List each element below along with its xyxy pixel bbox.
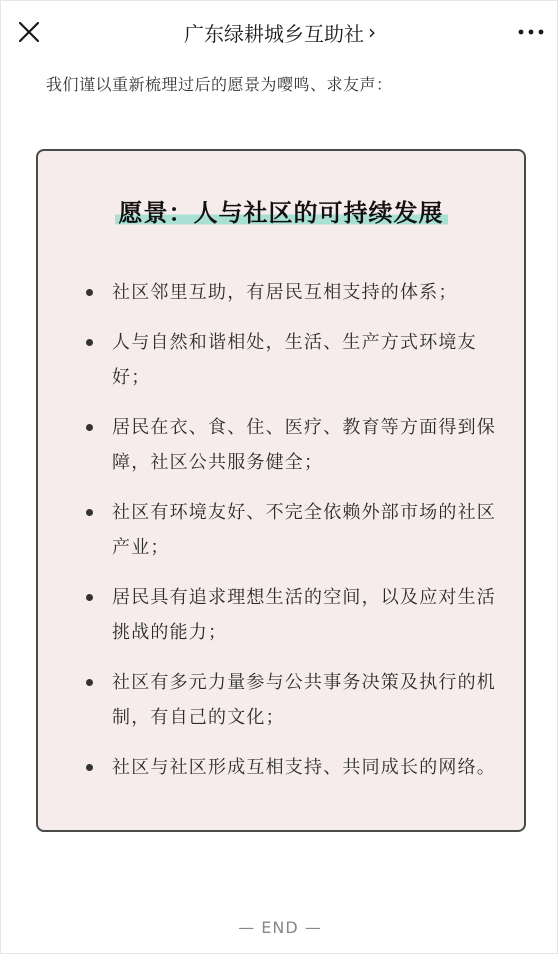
vision-card bbox=[36, 149, 526, 832]
vision-item-text: 人与自然和谐相处，生活、生产方式环境友好； bbox=[112, 332, 477, 388]
bullet-icon bbox=[86, 594, 93, 601]
vision-list-item bbox=[82, 410, 502, 480]
bullet-icon bbox=[86, 424, 93, 431]
vision-item-text: 社区有环境友好、不完全依赖外部市场的社区产业； bbox=[112, 502, 496, 558]
vision-item-text: 社区有多元力量参与公共事务决策及执行的机制，有自己的文化； bbox=[112, 672, 496, 728]
bullet-icon bbox=[86, 679, 93, 686]
chevron-right-icon: › bbox=[368, 20, 376, 44]
vision-list-item bbox=[82, 580, 502, 650]
vision-list-item bbox=[82, 750, 502, 785]
bullet-icon bbox=[86, 289, 93, 296]
top-navigation-bar bbox=[0, 0, 560, 64]
bullet-icon bbox=[86, 509, 93, 516]
vision-item-text: 社区与社区形成互相支持、共同成长的网络。 bbox=[112, 757, 496, 778]
end-marker: — END — bbox=[238, 918, 322, 937]
vision-item-text: 社区邻里互助，有居民互相支持的体系； bbox=[112, 282, 458, 303]
close-icon[interactable] bbox=[14, 17, 44, 47]
card-heading-wrap bbox=[38, 193, 524, 228]
account-title-link[interactable] bbox=[184, 18, 376, 47]
intro-text: 我们谨以重新梳理过后的愿景为嘤鸣、求友声： bbox=[46, 75, 393, 94]
more-icon[interactable] bbox=[516, 18, 546, 46]
vision-item-text: 居民具有追求理想生活的空间，以及应对生活挑战的能力； bbox=[112, 587, 496, 643]
account-name: 广东绿耕城乡互助社 bbox=[184, 21, 364, 46]
vision-item-text: 居民在衣、食、住、医疗、教育等方面得到保障，社区公共服务健全； bbox=[112, 417, 496, 473]
vision-list-item bbox=[82, 495, 502, 565]
vision-list-item bbox=[82, 665, 502, 735]
vision-list-item bbox=[82, 325, 502, 395]
vision-list bbox=[82, 275, 502, 800]
card-heading: 愿景：人与社区的可持续发展 bbox=[115, 193, 448, 228]
vision-list-item bbox=[82, 275, 502, 310]
bullet-icon bbox=[86, 339, 93, 346]
bullet-icon bbox=[86, 764, 93, 771]
